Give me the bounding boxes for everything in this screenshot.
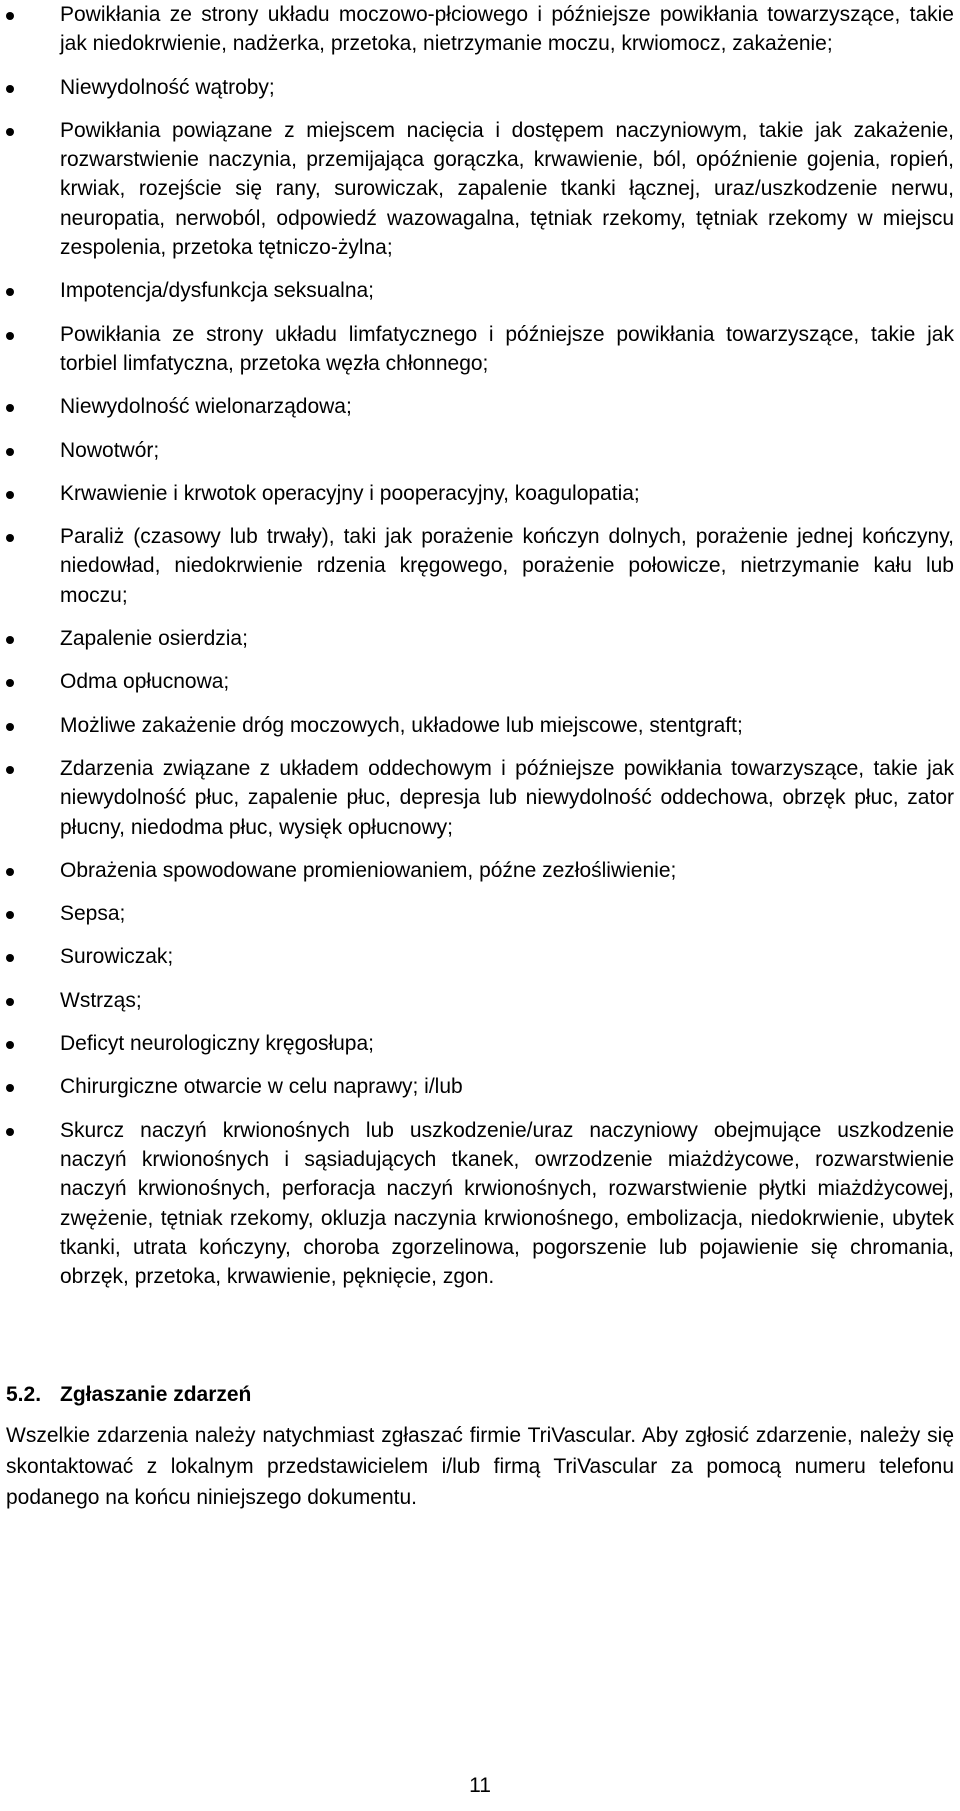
page-number: 11: [469, 1774, 491, 1797]
list-item: [6, 479, 954, 508]
list-item-text: Obrażenia spowodowane promieniowaniem, późne zezłośliwienie;: [60, 858, 677, 882]
list-item: [6, 1029, 954, 1058]
list-item-text: Sepsa;: [60, 902, 126, 926]
bullet-icon: [6, 911, 14, 919]
list-item: [6, 1072, 954, 1101]
bullet-icon: [6, 1041, 14, 1049]
list-item: [6, 436, 954, 465]
bullet-icon: [6, 766, 14, 774]
bullet-icon: [6, 404, 14, 412]
list-item: [6, 711, 954, 740]
list-item-text: Skurcz naczyń krwionośnych lub uszkodzenie/uraz naczyniowy obejmujące uszkodzenie naczyń krwionośnych i sąsiadujących tkanek, owrzodzenie miażdżycowe, rozwarstwienie naczyń krwionośnych, perforacja naczyń krwionośnych, rozwarstwienie płytki miażdżycowej, zwężenie, tętniak rzekomy, okluzja naczynia krwionośnego, embolizacja, niedokrwienie, ubytek tkanki, utrata kończyny, choroba zgorzelinowa, pogorszenie lub pojawienie się chromania, obrzęk, przetoka, krwawienie, pęknięcie, zgon.: [60, 1118, 954, 1289]
bullet-icon: [6, 448, 14, 456]
list-item: [6, 116, 954, 262]
bullet-icon: [6, 1128, 14, 1136]
list-item: [6, 754, 954, 842]
section-heading: [6, 1380, 251, 1410]
list-item-text: Zdarzenia związane z układem oddechowym i późniejsze powikłania towarzyszące, takie jak niewydolność płuc, zapalenie płuc, depresja lub niewydolność oddechowa, obrzęk płuc, zator płucny, niedodma płuc, wysięk opłucnowy;: [60, 756, 954, 839]
list-item-text: Powikłania ze strony układu limfatycznego i późniejsze powikłania towarzyszące, takie jak torbiel limfatyczna, przetoka węzła chłonnego;: [60, 322, 954, 375]
bullet-icon: [6, 868, 14, 876]
list-item-text: Możliwe zakażenie dróg moczowych, układowe lub miejscowe, stentgraft;: [60, 713, 743, 737]
bullet-icon: [6, 723, 14, 731]
list-item-text: Krwawienie i krwotok operacyjny i pooperacyjny, koagulopatia;: [60, 481, 640, 505]
list-item: [6, 624, 954, 653]
bullet-icon: [6, 679, 14, 687]
complications-list: [6, 0, 954, 1305]
list-item: [6, 0, 954, 59]
list-item-text: Niewydolność wątroby;: [60, 75, 275, 99]
list-item-text: Powikłania ze strony układu moczowo-płciowego i późniejsze powikłania towarzyszące, takie jak niedokrwienie, nadżerka, przetoka, nietrzymanie moczu, krwiomocz, zakażenie;: [60, 3, 954, 56]
section-paragraph: Wszelkie zdarzenia należy natychmiast zgłaszać firmie TriVascular. Aby zgłosić zdarzenie, należy się skontaktować z lokalnym przedstawicielem i/lub firmą TriVascular za pomocą numeru telefonu podanego na końcu niniejszego dokumentu.: [6, 1424, 954, 1509]
list-item-text: Wstrząs;: [60, 988, 142, 1012]
bullet-icon: [6, 12, 14, 20]
section-title: Zgłaszanie zdarzeń: [60, 1383, 252, 1406]
bullet-icon: [6, 332, 14, 340]
list-item: [6, 522, 954, 610]
bullet-icon: [6, 491, 14, 499]
bullet-icon: [6, 998, 14, 1006]
bullet-icon: [6, 534, 14, 542]
list-item-text: Deficyt neurologiczny kręgosłupa;: [60, 1032, 374, 1056]
list-item-text: Powikłania powiązane z miejscem nacięcia i dostępem naczyniowym, takie jak zakażenie, rozwarstwienie naczynia, przemijająca gorączka, krwawienie, ból, opóźnienie gojenia, ropień, krwiak, rozejście się rany, surowiczak, zapalenie tkanki łącznej, uraz/uszkodzenie nerwu, neuropatia, nerwoból, odpowiedź wazowagalna, tętniak rzekomy, tętniak rzekomy w miejscu zespolenia, przetoka tętniczo-żylna;: [60, 118, 954, 260]
list-item-text: Nowotwór;: [60, 438, 160, 462]
list-item-text: Zapalenie osierdzia;: [60, 627, 248, 651]
list-item: [6, 392, 954, 421]
bullet-icon: [6, 85, 14, 93]
list-item: [6, 667, 954, 696]
list-item: [6, 986, 954, 1015]
bullet-icon: [6, 954, 14, 962]
list-item: [6, 320, 954, 379]
list-item-text: Niewydolność wielonarządowa;: [60, 395, 352, 419]
bullet-icon: [6, 636, 14, 644]
bullet-icon: [6, 288, 14, 296]
section-number: 5.2.: [6, 1383, 42, 1406]
list-item: [6, 942, 954, 971]
list-item: [6, 856, 954, 885]
list-item-text: Chirurgiczne otwarcie w celu naprawy; i/lub: [60, 1075, 463, 1099]
list-item: [6, 1116, 954, 1292]
list-item-text: Surowiczak;: [60, 945, 174, 969]
list-item: [6, 899, 954, 928]
list-item: [6, 73, 954, 102]
list-item-text: Odma opłucnowa;: [60, 670, 230, 694]
bullet-icon: [6, 1084, 14, 1092]
list-item-text: Paraliż (czasowy lub trwały), taki jak porażenie kończyn dolnych, porażenie jednej kończyny, niedowład, niedokrwienie rdzenia kręgowego, porażenie połowicze, nietrzymanie kału lub moczu;: [60, 525, 954, 607]
list-item: [6, 276, 954, 305]
bullet-icon: [6, 128, 14, 136]
list-item-text: Impotencja/dysfunkcja seksualna;: [60, 279, 375, 303]
